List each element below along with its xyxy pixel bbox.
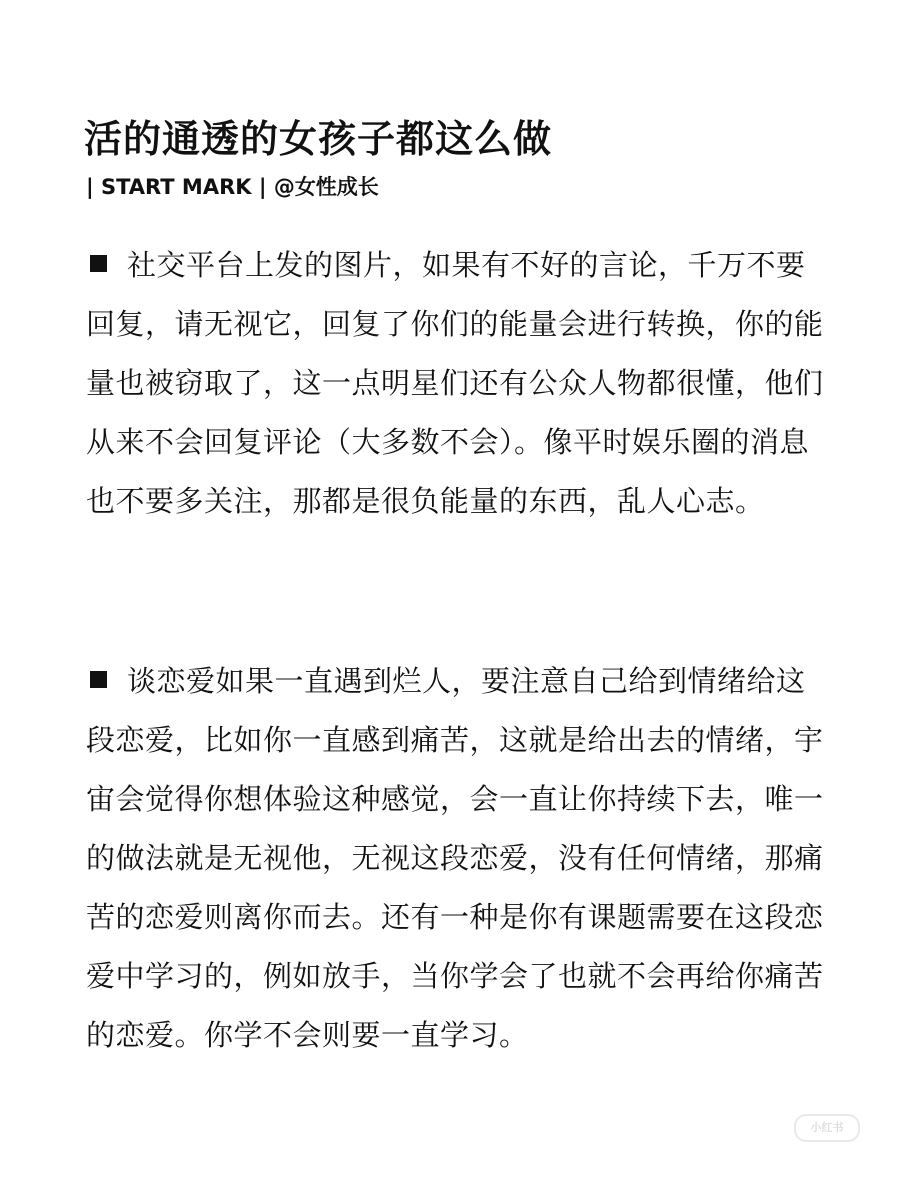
byline-mark: | START MARK | [86, 175, 267, 199]
page-title: 活的通透的女孩子都这么做 [84, 117, 553, 161]
paragraph-2-text: 谈恋爱如果一直遇到烂人，要注意自己给到情绪给这段恋爱，比如你一直感到痛苦，这就是给出去的情绪，宇宙会觉得你想体验这种感觉，会一直让你持续下去，唯一的做法就是无视他，无视这段恋爱，没有任何情绪，那痛苦的恋爱则离你而去。还有一种是你有课题需要在这段恋爱中学习的，例如放手，当你学会了也就不会再给你痛苦的恋爱。你学不会则要一直学习。 [86, 664, 824, 1052]
paragraph-1 [86, 236, 826, 531]
byline [86, 171, 379, 201]
paragraph-2 [86, 652, 826, 1065]
square-bullet-icon [90, 255, 107, 272]
byline-author: @女性成长 [273, 175, 379, 199]
square-bullet-icon [90, 671, 107, 688]
watermark-logo: 小红书 [794, 1114, 860, 1142]
paragraph-1-text: 社交平台上发的图片，如果有不好的言论，千万不要回复，请无视它，回复了你们的能量会进行转换，你的能量也被窃取了，这一点明星们还有公众人物都很懂，他们从来不会回复评论（大多数不会）。像平时娱乐圈的消息也不要多关注，那都是很负能量的东西，乱人心志。 [86, 248, 824, 518]
